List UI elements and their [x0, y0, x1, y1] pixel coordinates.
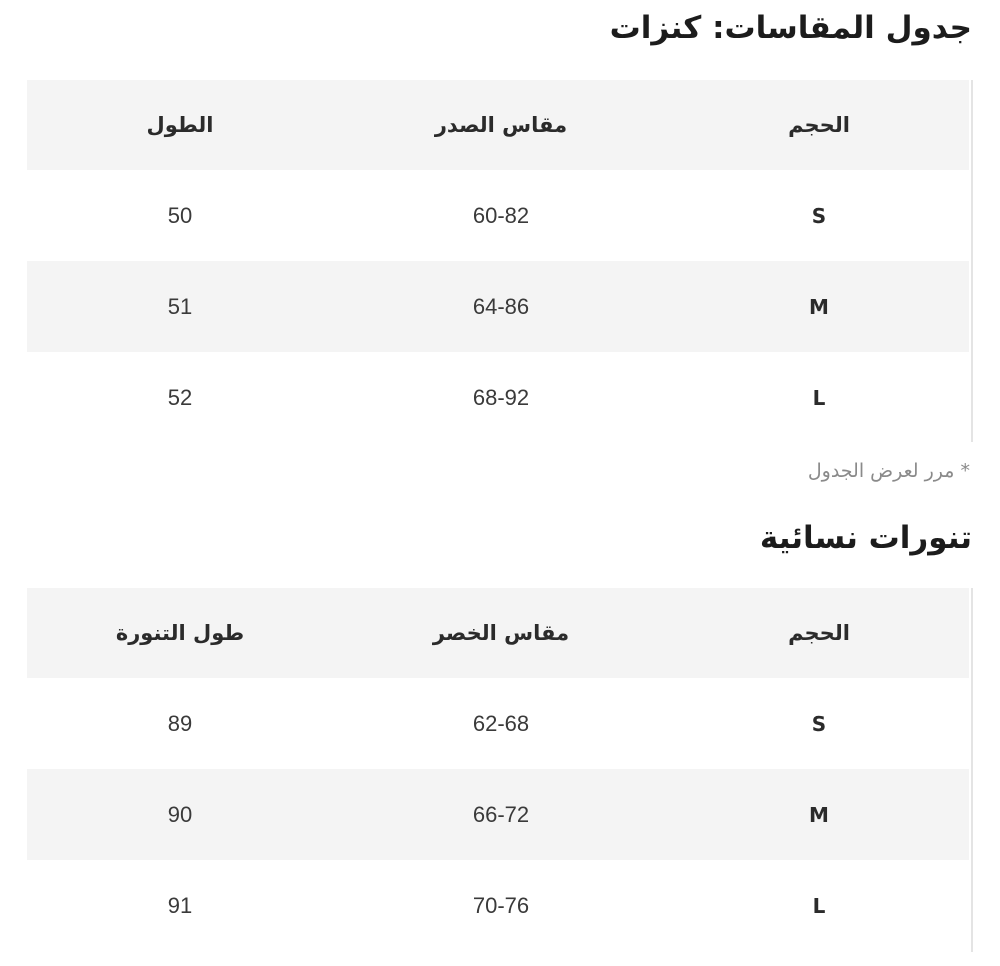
- table-row: [27, 352, 969, 443]
- length-cell: 51: [167, 293, 193, 319]
- waist-cell: 66-72: [472, 801, 530, 827]
- sweaters-size-table-container[interactable]: [27, 80, 973, 442]
- size-cell: L: [812, 385, 826, 410]
- sweaters-table-title: جدول المقاسات: كنزات: [609, 10, 972, 46]
- header-length: الطول: [146, 113, 214, 137]
- size-cell: S: [811, 711, 827, 736]
- skirt-length-cell: 90: [167, 801, 193, 827]
- table-header-row: [27, 588, 969, 678]
- table-row: [27, 678, 969, 769]
- size-cell: S: [811, 203, 827, 228]
- chest-cell: 68-92: [472, 384, 530, 410]
- chest-cell: 64-86: [472, 293, 530, 319]
- size-cell: M: [809, 802, 829, 827]
- header-waist: مقاس الخصر: [432, 621, 570, 645]
- header-size: الحجم: [788, 113, 850, 137]
- table-header-row: [27, 80, 969, 170]
- header-chest: مقاس الصدر: [434, 113, 568, 137]
- header-skirt-length: طول التنورة: [115, 621, 245, 645]
- size-cell: M: [809, 294, 829, 319]
- waist-cell: 62-68: [472, 710, 530, 736]
- skirts-size-table-container[interactable]: [27, 588, 973, 952]
- table-row: [27, 860, 969, 951]
- skirts-size-table: [27, 588, 969, 951]
- length-cell: 52: [167, 384, 193, 410]
- table-row: [27, 261, 969, 352]
- waist-cell: 70-76: [472, 892, 530, 918]
- skirt-length-cell: 91: [167, 892, 193, 918]
- size-cell: L: [812, 893, 826, 918]
- length-cell: 50: [167, 202, 193, 228]
- table-row: [27, 769, 969, 860]
- skirt-length-cell: 89: [167, 710, 193, 736]
- chest-cell: 60-82: [472, 202, 530, 228]
- sweaters-size-table: [27, 80, 969, 443]
- header-size: الحجم: [788, 621, 850, 645]
- table-row: [27, 170, 969, 261]
- scroll-hint-note: * مرر لعرض الجدول: [807, 460, 970, 482]
- skirts-table-title: تنورات نسائية: [759, 520, 972, 556]
